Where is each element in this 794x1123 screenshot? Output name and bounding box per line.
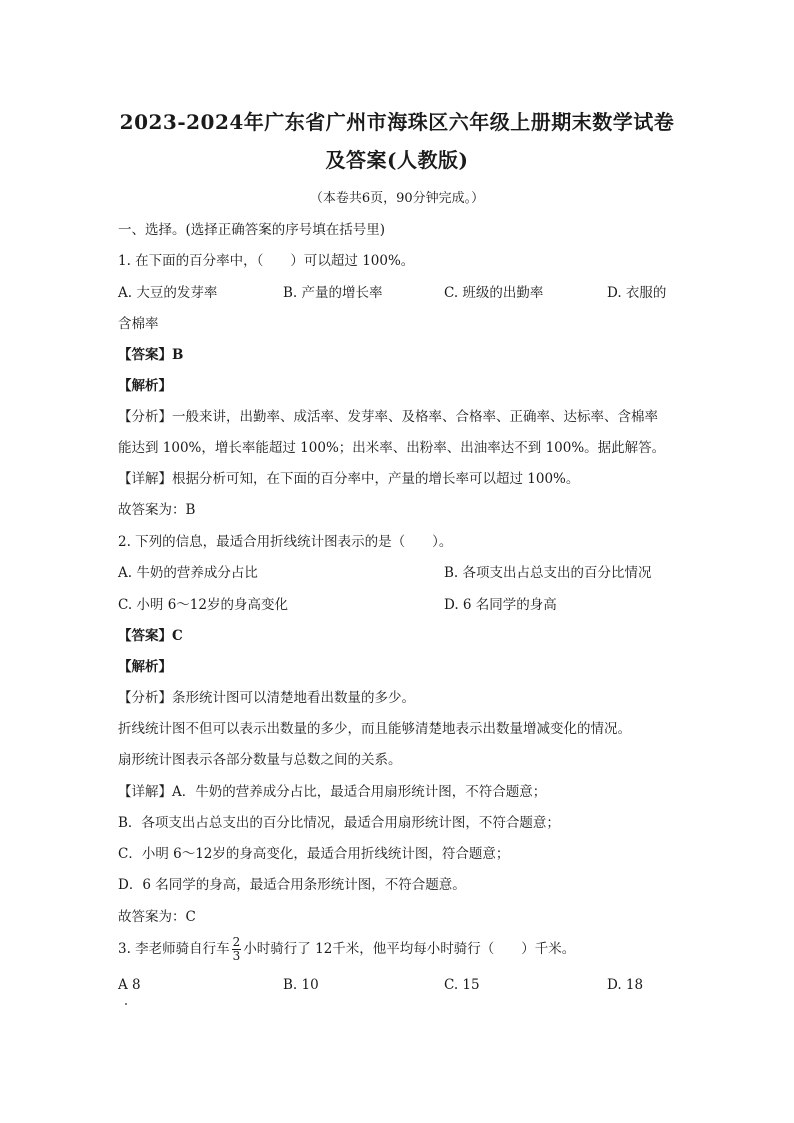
q2-answer: 【答案】C bbox=[118, 628, 183, 644]
q1-fenxi-line2: 能达到 100%，增长率能超过 100%；出米率、出粉率、出油率达不到 100%。据此解答。 bbox=[118, 440, 666, 456]
q3-stem-part2: 小时骑行了 12千米，他平均每小时骑行（ ）千米。 bbox=[243, 941, 576, 957]
q1-option-b: B. 产量的增长率 bbox=[283, 285, 383, 301]
q1-answer: 【答案】B bbox=[118, 347, 184, 363]
q2-fenxi-line3: 扇形统计图表示各部分数量与总数之间的关系。 bbox=[118, 752, 402, 768]
q1-fenxi-line1: 【分析】一般来讲，出勤率、成活率、发芽率、及格率、合格率、正确率、达标率、含棉率 bbox=[118, 409, 658, 425]
q3-fraction-numerator: 2 bbox=[232, 935, 241, 949]
q3-stem bbox=[118, 936, 575, 963]
q2-stem: 2. 下列的信息，最适合用折线统计图表示的是（ ）。 bbox=[118, 534, 453, 550]
q3-option-d: D. 18 bbox=[607, 977, 644, 993]
q2-option-a: A. 牛奶的营养成分占比 bbox=[118, 565, 258, 581]
q1-option-c: C. 班级的出勤率 bbox=[444, 285, 544, 301]
document-title-line2: 及答案(人教版) bbox=[325, 148, 469, 172]
q2-detail-b: B．各项支出占总支出的百分比情况，最适合用扇形统计图，不符合题意； bbox=[118, 815, 560, 831]
q2-option-d: D. 6 名同学的身高 bbox=[444, 597, 557, 613]
q1-final: 故答案为：B bbox=[118, 502, 196, 518]
document-note: （本卷共6页，90分钟完成。） bbox=[309, 191, 485, 206]
q1-stem: 1. 在下面的百分率中，（ ）可以超过 100%。 bbox=[118, 253, 415, 269]
q2-fenxi-line2: 折线统计图不但可以表示出数量的多少，而且能够清楚地表示出数量增减变化的情况。 bbox=[118, 721, 631, 737]
q1-option-d-cont: 含棉率 bbox=[118, 316, 159, 332]
q3-option-b: B. 10 bbox=[283, 977, 319, 993]
q3-fraction bbox=[232, 936, 242, 963]
q3-fraction-denominator: 3 bbox=[232, 949, 241, 963]
q2-analysis-label: 【解析】 bbox=[118, 659, 172, 675]
q2-detail-c: C．小明 6～12岁的身高变化，最适合用折线统计图，符合题意； bbox=[118, 846, 510, 862]
q3-stem-part1: 3. 李老师骑自行车 bbox=[118, 941, 230, 957]
q1-option-d: D. 衣服的 bbox=[607, 285, 667, 301]
section-heading: 一、选择。(选择正确答案的序号填在括号里) bbox=[118, 222, 386, 238]
q2-option-c: C. 小明 6～12岁的身高变化 bbox=[118, 597, 288, 613]
q1-option-a: A. 大豆的发芽率 bbox=[118, 285, 218, 301]
q3-option-a: A 8 bbox=[118, 977, 141, 993]
q2-fenxi-line1: 【分析】条形统计图可以清楚地看出数量的多少。 bbox=[118, 690, 415, 706]
stray-dot-mark bbox=[125, 1003, 127, 1005]
q2-detail-a: 【详解】A．牛奶的营养成分占比，最适合用扇形统计图，不符合题意； bbox=[118, 784, 547, 800]
q1-analysis-label: 【解析】 bbox=[118, 378, 172, 394]
q2-option-b: B. 各项支出占总支出的百分比情况 bbox=[444, 565, 652, 581]
q2-final: 故答案为：C bbox=[118, 909, 196, 925]
q3-option-c: C. 15 bbox=[444, 977, 480, 993]
q1-detail: 【详解】根据分析可知，在下面的百分率中，产量的增长率可以超过 100%。 bbox=[118, 471, 580, 487]
q2-detail-d: D．6 名同学的身高，最适合用条形统计图，不符合题意。 bbox=[118, 877, 466, 893]
document-title-line1: 2023-2024年广东省广州市海珠区六年级上册期末数学试卷 bbox=[119, 110, 675, 134]
